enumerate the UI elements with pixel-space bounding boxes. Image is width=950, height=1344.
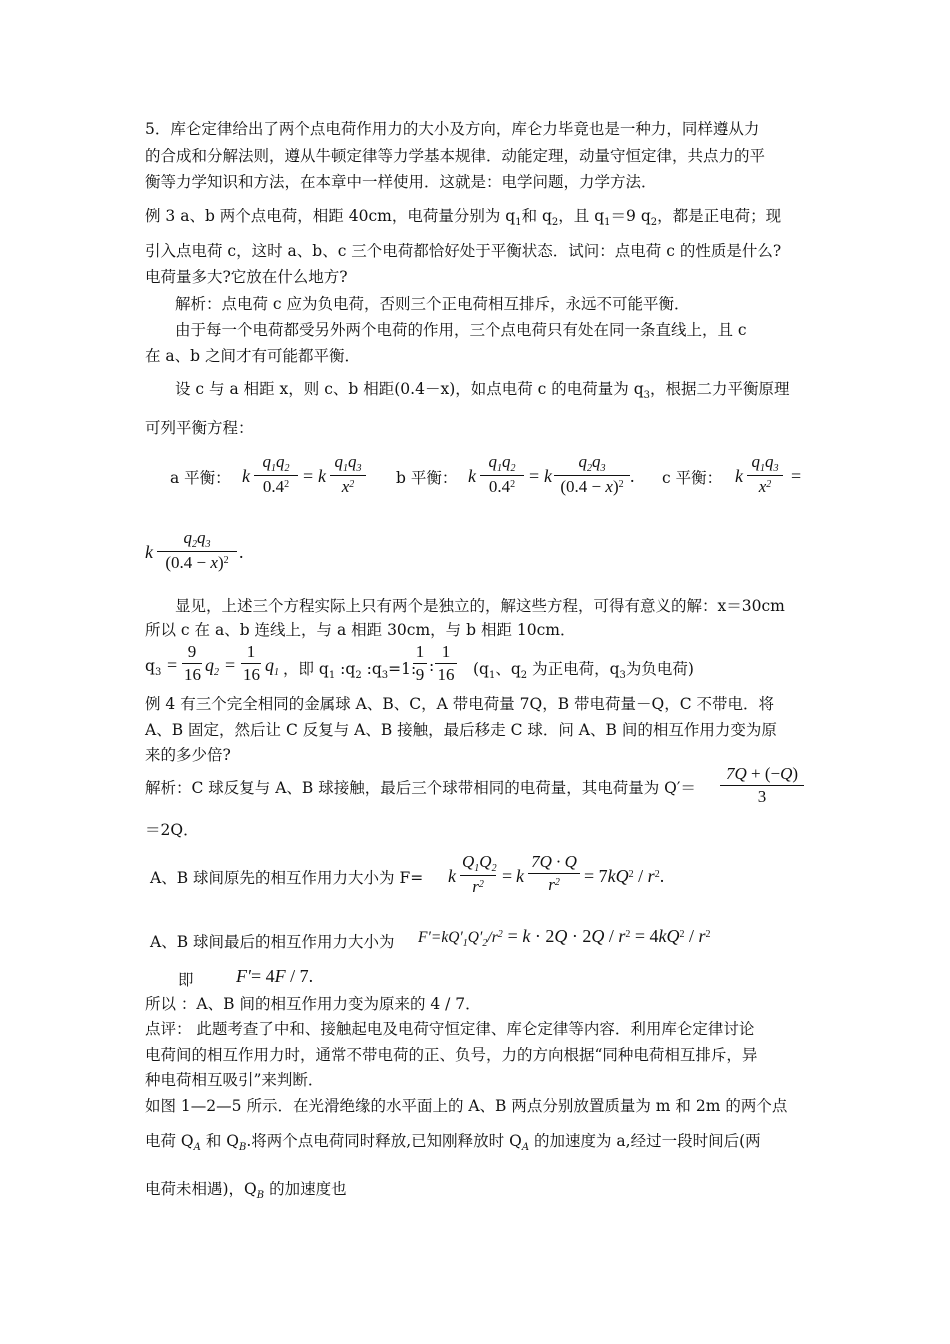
ex4-conclusion: 所以 ：A、B 间的相互作用力变为原来的 4 / 7． bbox=[145, 995, 481, 1013]
ex3-analysis2: 由于每一个电荷都受另外两个电荷的作用，三个点电荷只有处在同一条直线上，且 c bbox=[175, 321, 747, 339]
result-eq: F′= 4F / 7. bbox=[236, 966, 314, 986]
para5-line3: 衡等力学知识和方法，在本章中一样使用．这就是：电学问题，力学方法． bbox=[145, 173, 657, 191]
solution-line2: 所以 c 在 a、b 连线上，与 a 相距 30cm，与 b 相距 10cm． bbox=[145, 621, 576, 639]
ex3-analysis4: 设 c 与 a 相距 x，则 c、b 相距(0.4－x)，如点电荷 c 的电荷量为 $q_3$，根据二力平衡原理 bbox=[175, 380, 790, 401]
result-label: 即 bbox=[178, 971, 194, 989]
force-before-label: A、B 球间原先的相互作用力大小为 F= bbox=[150, 869, 424, 887]
ex4-line1: 例 4 有三个完全相同的金属球 A、B、C，A 带电荷量 7Q，B 带电荷量－Q，C 不带电．将 bbox=[145, 695, 775, 713]
eq-b-label: b 平衡： bbox=[396, 469, 458, 487]
ex3-line2: 引入点电荷 c，这时 a、b、c 三个电荷都恰好处于平衡状态．试问：点电荷 c 的性质是什么? bbox=[145, 242, 782, 260]
para5-line2: 的合成和分解法则，遵从牛顿定律等力学基本规律．动能定理，动量守恒定律，共点力的平 bbox=[145, 147, 766, 165]
comment-line2: 电荷间的相互作用力时，通常不带电荷的正、负号，力的方向根据“同种电荷相互排斥，异 bbox=[145, 1046, 758, 1064]
ex4-line2: A、B 固定，然后让 C 反复与 A、B 接触，最后移走 C 球．问 A、B 间的相互作用力变为原 bbox=[145, 721, 777, 739]
ex3-line3: 电荷量多大?它放在什么地方? bbox=[145, 268, 348, 286]
solution-line1: 显见，上述三个方程实际上只有两个是独立的，解这些方程，可得有意义的解：x＝30cm bbox=[175, 597, 785, 615]
force-before-eq: k $Q_1Q_2$ $r^2$ = k 7Q · Q $r^2$ = $7kQ^2 / r^2$. bbox=[448, 852, 665, 896]
eq-c-label: c 平衡： bbox=[662, 469, 723, 487]
ex3-analysis1: 解析：点电荷 c 应为负电荷，否则三个正电荷相互排斥，永远不可能平衡． bbox=[175, 295, 690, 313]
ex3-analysis3: 在 a、b 之间才有可能都平衡． bbox=[145, 347, 361, 365]
eq-a-label: a 平衡： bbox=[170, 469, 231, 487]
force-after-eq: $F'=kQ'_1Q'_2/r^2 = k \cdot 2Q \cdot 2Q / r^2 = 4kQ^2 / r^2$ bbox=[418, 926, 711, 949]
comment-line3: 种电荷相互吸引”来判断． bbox=[145, 1071, 324, 1089]
force-after-label: A、B 球间最后的相互作用力大小为 bbox=[150, 933, 395, 951]
ex4-analysis1: 解析：C 球反复与 A、B 球接触，最后三个球带相同的电荷量，其电荷量为 Q′＝ bbox=[145, 779, 696, 797]
ratio-line: $q_3$ = 9 16 $q_2$ = 1 16 $q_1$ ，即 $q_1$ $:q_2$ $:q_3=1$: 1 9 : 1 16 ($q_1$、$q_2$ 为正电荷，$q_3$为负电荷) bbox=[145, 642, 694, 684]
ex4-analysis2: ＝2Q． bbox=[145, 821, 199, 839]
para6-line2: 电荷 $Q_A$ 和 $Q_B$.将两个点电荷同时释放,已知刚释放时 $Q_A$ 的加速度为 a,经过一段时间后(两 bbox=[145, 1132, 761, 1153]
para6-line3: 电荷未相遇)，$Q_B$ 的加速度也 bbox=[145, 1180, 347, 1201]
comment-line1: 点评： 此题考查了中和、接触起电及电荷守恒定律、库仑定律等内容．利用库仑定律讨论 bbox=[145, 1020, 755, 1038]
ex3-analysis5: 可列平衡方程： bbox=[145, 419, 254, 437]
ex3-line1: 例 3 a、b 两个点电荷，相距 40cm，电荷量分别为 $q_1$和 $q_2$，且 $q_1=9$ $q_2$，都是正电荷；现 bbox=[145, 207, 782, 228]
para5-line1: 5．库仑定律给出了两个点电荷作用力的大小及方向，库仑力毕竟也是一种力，同样遵从力 bbox=[145, 120, 760, 138]
para6-line1: 如图 1—2—5 所示．在光滑绝缘的水平面上的 A、B 两点分别放置质量为 m 和 2m 的两个点 bbox=[145, 1097, 788, 1115]
ex4-line3: 来的多少倍? bbox=[145, 746, 231, 764]
